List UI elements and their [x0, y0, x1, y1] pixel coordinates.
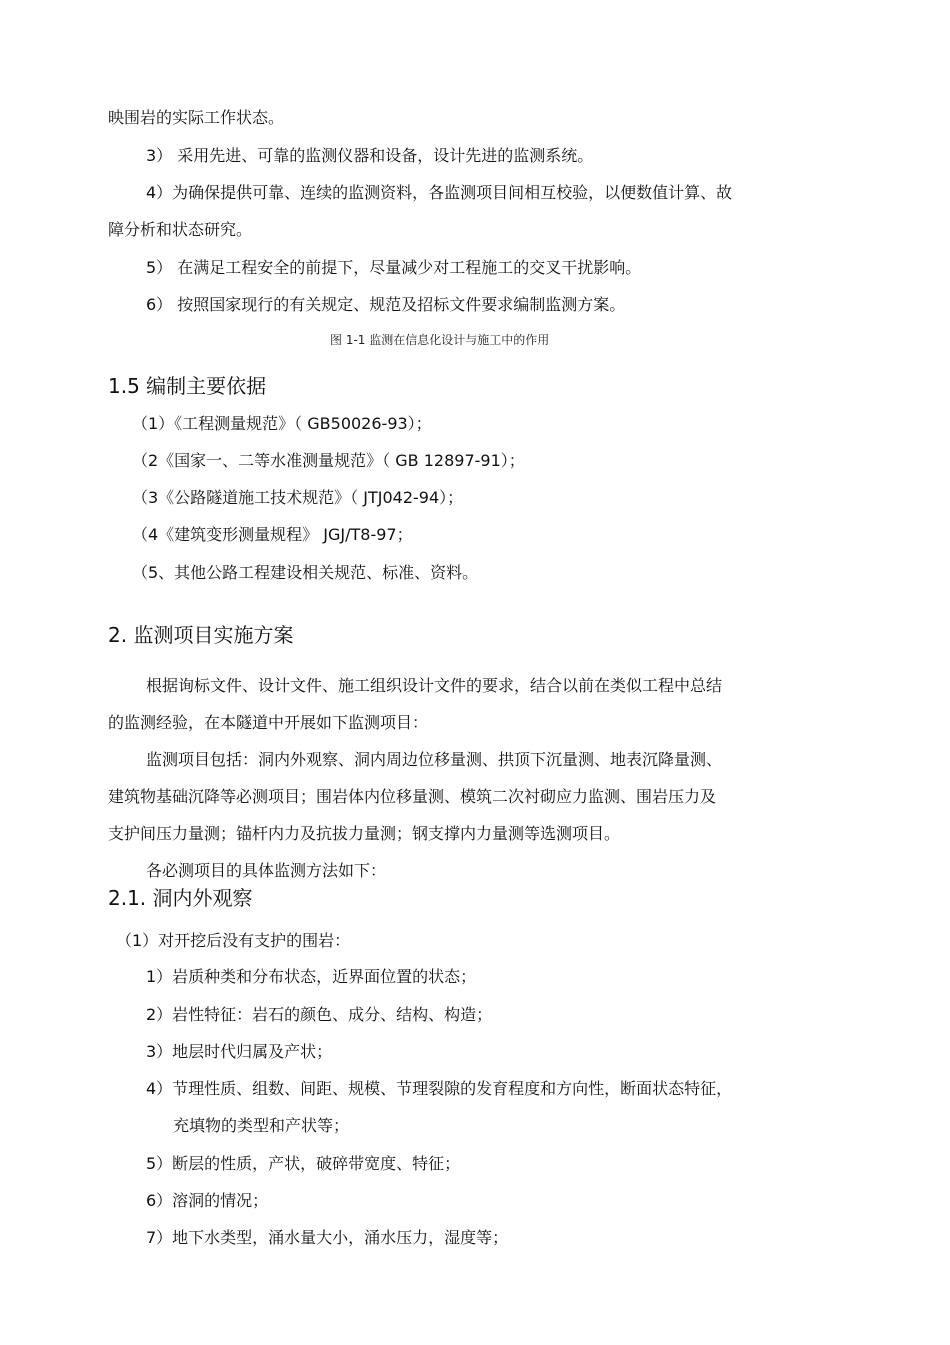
list-item-5: 5） 在满足工程安全的前提下，尽量减少对工程施工的交叉干扰影响。: [146, 258, 642, 277]
list-item-4-cont: 障分析和状态研究。: [108, 220, 253, 239]
paragraph-line: 监测项目包括：洞内外观察、洞内周边位移量测、拱顶下沉量测、地表沉降量测、: [146, 750, 723, 769]
list-item: 7）地下水类型，涌水量大小，涌水压力，湿度等；: [146, 1228, 509, 1247]
list-item-cont: 充填物的类型和产状等；: [173, 1116, 350, 1135]
paragraph-line: 映围岩的实际工作状态。: [108, 108, 285, 127]
subheading: （1）对开挖后没有支护的围岩：: [116, 931, 351, 950]
paragraph-line: 的监测经验，在本隧道中开展如下监测项目：: [108, 713, 429, 732]
section-heading-2: 2. 监测项目实施方案: [108, 623, 294, 647]
list-item-4: 4）为确保提供可靠、连续的监测资料，各监测项目间相互校验，以便数值计算、故: [146, 183, 733, 202]
figure-caption: 图 1-1 监测在信息化设计与施工中的作用: [330, 333, 550, 347]
list-item: 2）岩性特征：岩石的颜色、成分、结构、构造；: [146, 1005, 493, 1024]
reference-item: （2《国家一、二等水准测量规范》（ GB 12897-91）；: [132, 451, 525, 470]
paragraph-line: 根据询标文件、设计文件、施工组织设计文件的要求，结合以前在类似工程中总结: [146, 676, 723, 695]
section-heading-2-1: 2.1. 洞内外观察: [108, 886, 253, 910]
list-item: 5）断层的性质，产状，破碎带宽度、特征；: [146, 1154, 461, 1173]
paragraph-line: 建筑物基础沉降等必测项目；围岩体内位移量测、模筑二次衬砌应力监测、围岩压力及: [108, 787, 717, 806]
list-item-6: 6） 按照国家现行的有关规定、规范及招标文件要求编制监测方案。: [146, 295, 626, 314]
list-item-3: 3） 采用先进、可靠的监测仪器和设备，设计先进的监测系统。: [146, 146, 594, 165]
list-item: 3）地层时代归属及产状；: [146, 1042, 333, 1061]
list-item: 6）溶洞的情况；: [146, 1191, 269, 1210]
reference-item: （5、其他公路工程建设相关规范、标准、资料。: [132, 563, 479, 582]
list-item: 4）节理性质、组数、间距、规模、节理裂隙的发育程度和方向性，断面状态特征，: [146, 1079, 733, 1098]
paragraph-line: 各必测项目的具体监测方法如下：: [146, 861, 387, 880]
reference-item: （1）《工程测量规范》（ GB50026-93）；: [132, 414, 432, 433]
paragraph-line: 支护间压力量测；锚杆内力及抗拔力量测；钢支撑内力量测等选测项目。: [108, 824, 621, 843]
reference-item: （3《公路隧道施工技术规范》（ JTJ042-94）；: [132, 488, 464, 507]
reference-item: （4《建筑变形测量规程》 JGJ/T8-97；: [132, 525, 413, 544]
section-heading-1-5: 1.5 编制主要依据: [108, 374, 267, 398]
list-item: 1）岩质种类和分布状态，近界面位置的状态；: [146, 967, 477, 986]
